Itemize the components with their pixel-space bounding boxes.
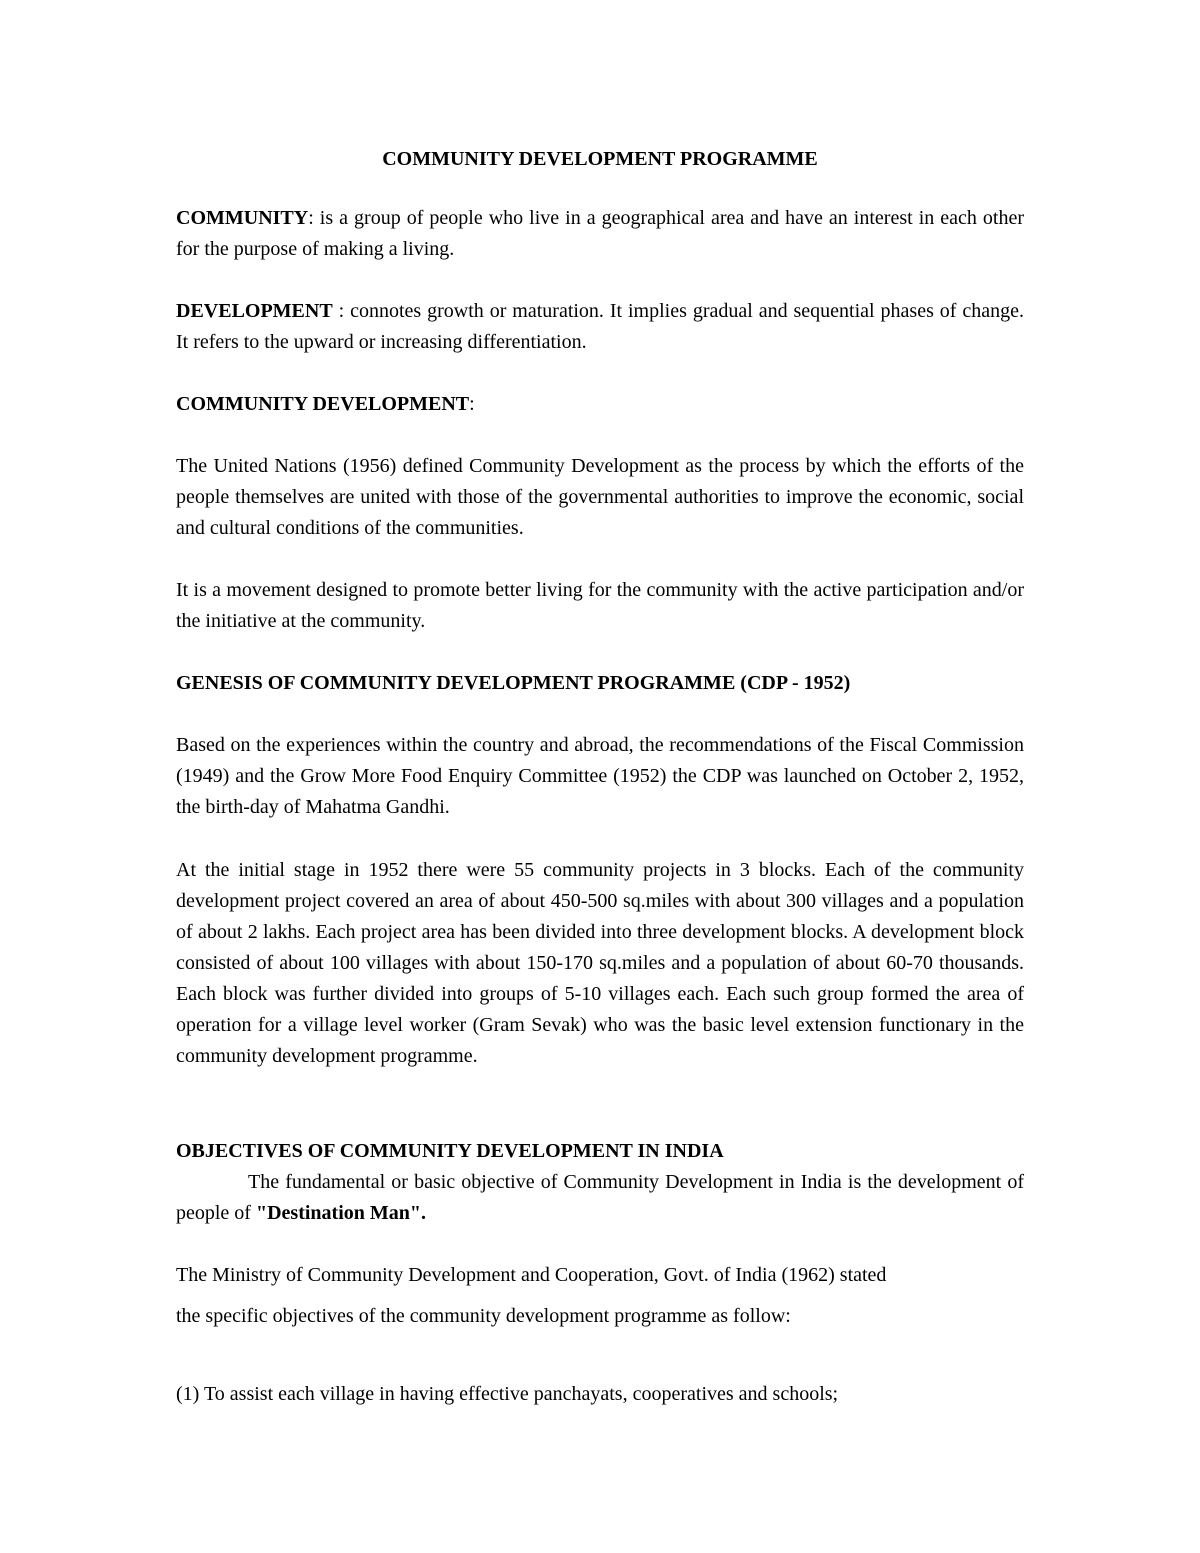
ministry-line-1: The Ministry of Community Development and Cooperation, Govt. of India (1962) stated: [176, 1264, 887, 1286]
objective-item-1: (1) To assist each village in having effective panchayats, cooperatives and schools;: [176, 1383, 839, 1405]
community-term: COMMUNITY: [176, 207, 309, 229]
development-definition: [176, 296, 1024, 358]
objectives-paragraph-1-text: The fundamental or basic objective of Community Development in India is the development of people of: [176, 1171, 1024, 1224]
un-definition-paragraph: The United Nations (1956) defined Community Development as the process by which the efforts of the people themselves are united with those of the governmental authorities to improve the economic, social and cultural conditions of the communities.: [176, 455, 1024, 539]
community-development-heading: [176, 389, 1024, 420]
movement-paragraph: It is a movement designed to promote better living for the community with the active participation and/or the initiative at the community.: [176, 579, 1024, 632]
genesis-paragraph-1: Based on the experiences within the country and abroad, the recommendations of the Fiscal Commission (1949) and the Grow More Food Enquiry Committee (1952) the CDP was launched on October 2, 1952, the birth-day of Mahatma Gandhi.: [176, 734, 1024, 818]
objectives-paragraph-1: [176, 1167, 1024, 1229]
page-title: COMMUNITY DEVELOPMENT PROGRAMME: [382, 148, 818, 170]
destination-man-emphasis: "Destination Man".: [255, 1202, 426, 1224]
community-definition-text: : is a group of people who live in a geographical area and have an interest in each other for the purpose of making a living.: [176, 207, 1024, 260]
community-development-heading-text: COMMUNITY DEVELOPMENT: [176, 393, 470, 415]
genesis-paragraph-2: At the initial stage in 1952 there were 55 community projects in 3 blocks. Each of the community development project covered an area of about 450-500 sq.miles with about 300 villages and a population of about 2 lakhs. Each project area has been divided into three development blocks. A development block consisted of about 100 villages with about 150-170 sq.miles and a population of about 60-70 thousands. Each block was further divided into groups of 5-10 villages each. Each such group formed the area of operation for a village level worker (Gram Sevak) who was the basic level extension functionary in the community development programme.: [176, 859, 1024, 1067]
genesis-heading: GENESIS OF COMMUNITY DEVELOPMENT PROGRAMME (CDP - 1952): [176, 672, 851, 694]
ministry-line-2: the specific objectives of the community development programme as follow:: [176, 1305, 791, 1327]
community-development-heading-colon: :: [469, 393, 475, 415]
objectives-heading: OBJECTIVES OF COMMUNITY DEVELOPMENT IN INDIA: [176, 1140, 724, 1162]
community-definition: [176, 203, 1024, 265]
development-term: DEVELOPMENT: [176, 300, 333, 322]
development-definition-text: : connotes growth or maturation. It implies gradual and sequential phases of change. It refers to the upward or increasing differentiation.: [176, 300, 1024, 353]
